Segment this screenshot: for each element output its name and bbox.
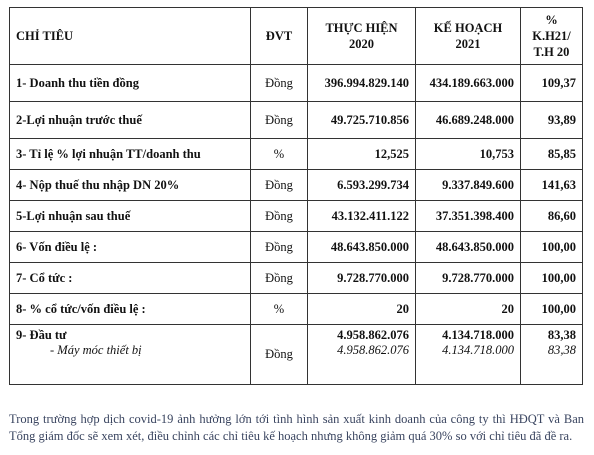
table-row-investment	[10, 325, 583, 385]
row-actual: 396.994.829.140	[308, 65, 416, 102]
row-plan: 37.351.398.400	[416, 201, 521, 232]
row-actual: 6.593.299.734	[308, 170, 416, 201]
machinery-plan: 4.134.718.000	[442, 343, 514, 357]
row-ratio: 86,60	[521, 201, 583, 232]
row-ratio: 85,85	[521, 139, 583, 170]
table-row	[10, 263, 583, 294]
row-plan: 9.728.770.000	[416, 263, 521, 294]
table-row	[10, 232, 583, 263]
row-actual: 12,525	[308, 139, 416, 170]
table-row	[10, 201, 583, 232]
row-unit: Đồng	[251, 263, 308, 294]
table-row	[10, 102, 583, 139]
row-ratio: 93,89	[521, 102, 583, 139]
table-row	[10, 294, 583, 325]
header-unit: ĐVT	[251, 8, 308, 65]
investment-actual: 4.958.862.076	[337, 328, 409, 342]
row-actual: 48.643.850.000	[308, 232, 416, 263]
row-actual: 9.728.770.000	[308, 263, 416, 294]
machinery-ratio: 83,38	[547, 343, 576, 357]
investment-ratio-cell	[521, 325, 583, 385]
row-plan: 48.643.850.000	[416, 232, 521, 263]
row-actual: 49.725.710.856	[308, 102, 416, 139]
row-ratio: 100,00	[521, 263, 583, 294]
row-unit: Đồng	[251, 170, 308, 201]
table-row	[10, 170, 583, 201]
table-row	[10, 65, 583, 102]
row-ratio: 100,00	[521, 232, 583, 263]
investment-actual-cell	[308, 325, 416, 385]
investment-label: 9- Đầu tư	[16, 328, 67, 342]
row-unit: Đồng	[251, 65, 308, 102]
row-label: 7- Cổ tức :	[10, 263, 251, 294]
row-label: 2-Lợi nhuận trước thuế	[10, 102, 251, 139]
business-plan-table	[9, 7, 583, 385]
header-actual-2020: THỰC HIỆN 2020	[308, 8, 416, 65]
investment-plan-cell	[416, 325, 521, 385]
row-unit: Đồng	[251, 201, 308, 232]
row-label: 6- Vốn điều lệ :	[10, 232, 251, 263]
row-unit: Đồng	[251, 232, 308, 263]
row-label: 3- Tỉ lệ % lợi nhuận TT/doanh thu	[10, 139, 251, 170]
investment-ratio: 83,38	[547, 328, 576, 342]
machinery-unit: Đồng	[251, 325, 308, 385]
header-row	[10, 8, 583, 65]
investment-plan: 4.134.718.000	[442, 328, 514, 342]
header-plan-2021: KẾ HOẠCH 2021	[416, 8, 521, 65]
row-unit: %	[251, 294, 308, 325]
header-ratio: % K.H21/ T.H 20	[521, 8, 583, 65]
row-unit: Đồng	[251, 102, 308, 139]
row-label: 4- Nộp thuế thu nhập DN 20%	[10, 170, 251, 201]
row-plan: 46.689.248.000	[416, 102, 521, 139]
row-unit: %	[251, 139, 308, 170]
row-label: 8- % cổ tức/vốn điều lệ :	[10, 294, 251, 325]
row-ratio: 109,37	[521, 65, 583, 102]
footnote-paragraph: Trong trường hợp dịch covid-19 ảnh hưởng lớn tới tình hình sản xuất kinh doanh của công ty thì HĐQT và Ban Tổng giám đốc sẽ xem xét, điều chỉnh các chỉ tiêu kế hoạch nhưng không giảm quá 30% so với chỉ tiêu đã đề ra.	[9, 411, 584, 443]
machinery-label: - Máy móc thiết bị	[50, 343, 142, 357]
row-plan: 10,753	[416, 139, 521, 170]
machinery-actual: 4.958.862.076	[337, 343, 409, 357]
row-ratio: 100,00	[521, 294, 583, 325]
row-plan: 20	[416, 294, 521, 325]
header-indicator: CHỈ TIÊU	[10, 8, 251, 65]
row-label: 5-Lợi nhuận sau thuế	[10, 201, 251, 232]
row-actual: 43.132.411.122	[308, 201, 416, 232]
row-plan: 434.189.663.000	[416, 65, 521, 102]
investment-label-cell	[10, 325, 251, 385]
row-label: 1- Doanh thu tiền đồng	[10, 65, 251, 102]
row-plan: 9.337.849.600	[416, 170, 521, 201]
table-row	[10, 139, 583, 170]
row-ratio: 141,63	[521, 170, 583, 201]
row-actual: 20	[308, 294, 416, 325]
